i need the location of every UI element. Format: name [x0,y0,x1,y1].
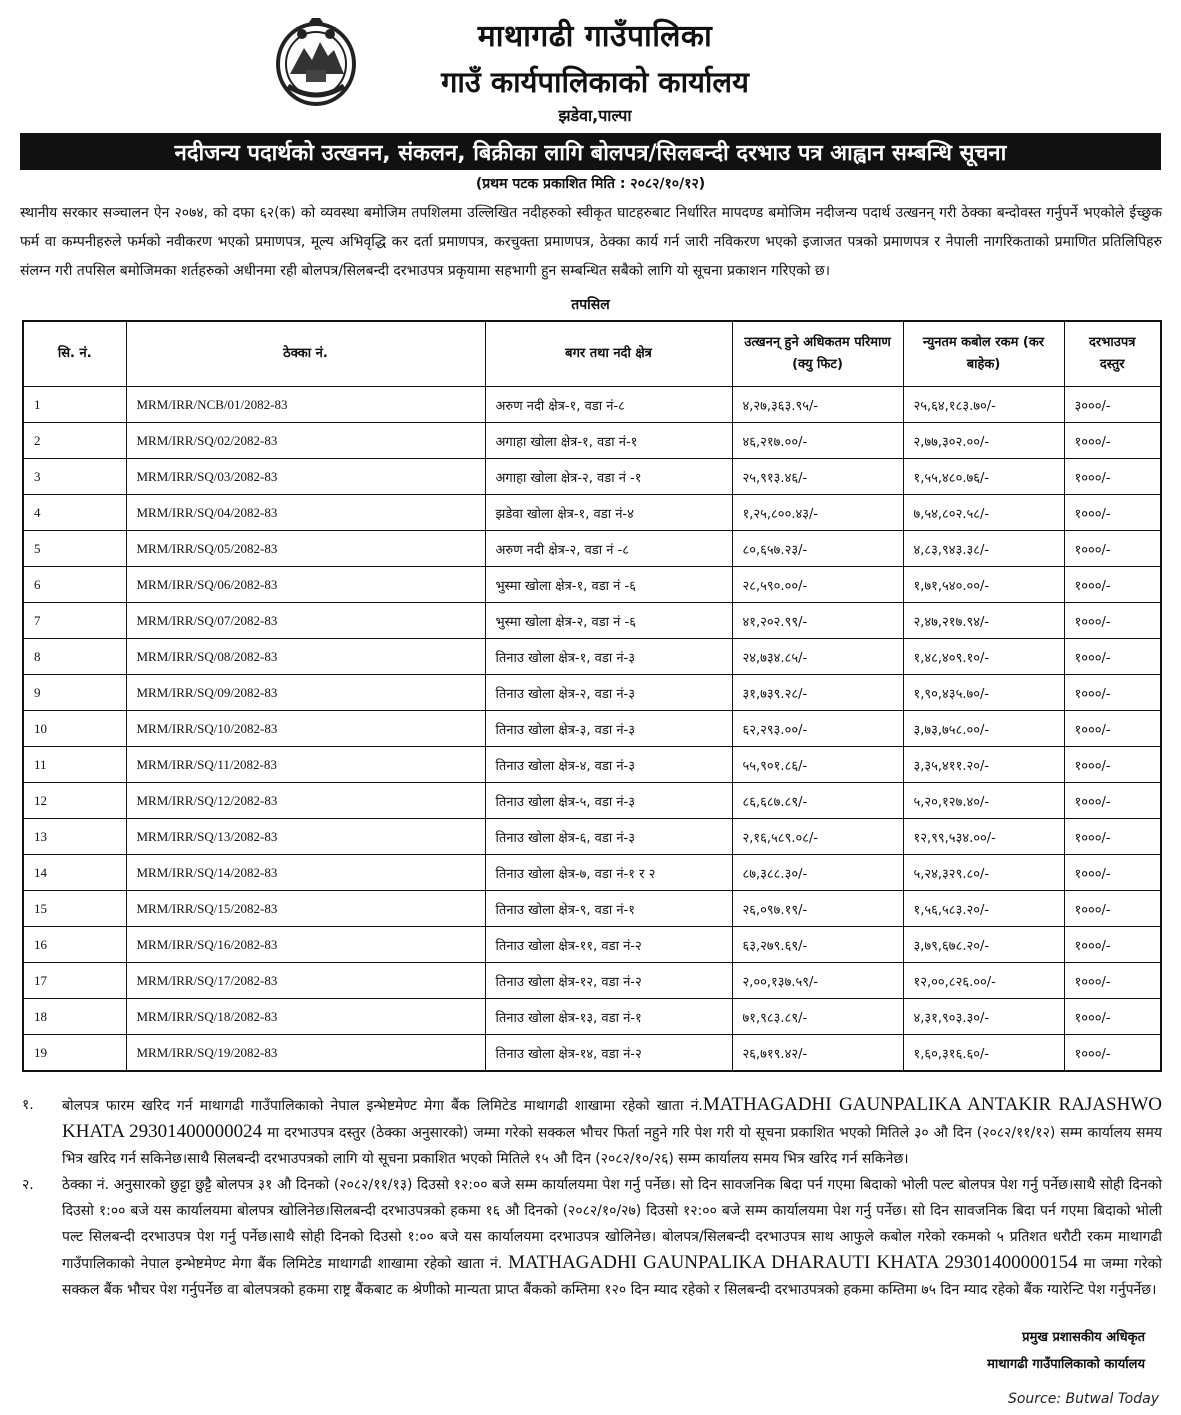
row-max-quantity: ८७,३८८.३०/- [732,855,903,891]
row-max-quantity: २५,९१३.४६/- [732,459,903,495]
row-contract-number: MRM/IRR/SQ/05/2082-83 [126,531,485,567]
row-contract-number: MRM/IRR/SQ/18/2082-83 [126,999,485,1035]
row-contract-number: MRM/IRR/SQ/16/2082-83 [126,927,485,963]
bank-account: MATHAGADHI GAUNPALIKA DHARAUTI KHATA 29301400000154 [508,1252,1078,1273]
row-bid-fee: १०००/- [1064,855,1161,891]
row-contract-number: MRM/IRR/SQ/19/2082-83 [126,1035,485,1072]
note-item [20,1092,1162,1172]
row-bid-fee: १०००/- [1064,963,1161,999]
table-row [23,459,1161,495]
row-max-quantity: ८६,६८७.८९/- [732,783,903,819]
header-bid-fee: दरभाउपत्र दस्तुर [1064,321,1161,387]
row-serial: 13 [23,819,126,855]
row-max-quantity: २८,५९०.००/- [732,567,903,603]
row-min-bid-amount: ५,२४,३२९.८०/- [903,855,1064,891]
row-serial: 10 [23,711,126,747]
table-row [23,639,1161,675]
row-serial: 15 [23,891,126,927]
row-river-area: अरुण नदी क्षेत्र-१, वडा नं-८ [485,387,732,423]
row-contract-number: MRM/IRR/SQ/17/2082-83 [126,963,485,999]
row-contract-number: MRM/IRR/SQ/08/2082-83 [126,639,485,675]
table-row [23,495,1161,531]
row-contract-number: MRM/IRR/SQ/03/2082-83 [126,459,485,495]
note-number: २. [22,1177,34,1193]
table-row [23,855,1161,891]
row-bid-fee: १०००/- [1064,639,1161,675]
row-bid-fee: १०००/- [1064,675,1161,711]
row-river-area: अगाहा खोला क्षेत्र-२, वडा नं -१ [485,459,732,495]
header-min-bid-amount: न्युनतम कबोल रकम (कर बाहेक) [903,321,1064,387]
intro-paragraph: स्थानीय सरकार सञ्चालन ऐन २०७४, को दफा ६२(क) को व्यवस्था बमोजिम तपशिलमा उल्लिखित नदीहरुको स्वीकृत घाटहरुबाट निर्धारित मापदण्ड बमोजिम नदीजन्य पदार्थ उत्खनन् गरी ठेक्का बन्दोवस्त गर्नुपर्ने भएकोले ईच्छुक फर्म वा कम्पनीहरुले फर्मको नवीकरण भएको प्रमाणपत्र, मूल्य अभिवृद्धि कर दर्ता प्रमाणपत्र, करचुक्ता प्रमाणपत्र, ठेक्का कार्य गर्न जारी नविकरण भएको इजाजत पत्रको प्रमाणपत्र र नेपाली नागरिकताको प्रमाणित प्रतिलिपिहरु संलग्न गरी तपसिल बमोजिमका शर्तहरुको अधीनमा रही बोलपत्र/सिलबन्दी दरभाउपत्र प्रकृयामा सहभागी हुन सम्बन्धित सबैको लागि यो सूचना प्रकाशन गरिएको छ। [20,205,1162,279]
note-text-part: मा जम्मा गरेको सक्कल बैंक भौचर पेश गर्नुपर्नेछ वा बोलपत्रको हकमा राष्ट्र बैंकबाट क श्रेणीको मान्यता प्राप्त बैंकको कम्तिमा १२० दिन म्याद रहेको र सिलबन्दी दरभाउपत्रको हकमा कम्तिमा ७५ दिन म्याद रहेको बैंक ग्यारेन्टि पेश गर्नुपर्नेछ। [62,1256,1162,1298]
row-min-bid-amount: ७,५४,८०२.५८/- [903,495,1064,531]
row-max-quantity: ६२,२९३.००/- [732,711,903,747]
row-min-bid-amount: २,४७,२१७.९४/- [903,603,1064,639]
row-serial: 12 [23,783,126,819]
row-max-quantity: २,००,१३७.५९/- [732,963,903,999]
row-bid-fee: ३०००/- [1064,387,1161,423]
row-min-bid-amount: २,७७,३०२.००/- [903,423,1064,459]
row-min-bid-amount: १,४८,४०९.१०/- [903,639,1064,675]
table-row [23,423,1161,459]
header-max-quantity: उत्खनन् हुने अधिकतम परिमाण (क्यु फिट) [732,321,903,387]
table-row [23,387,1161,423]
row-serial: 16 [23,927,126,963]
header-river-area: बगर तथा नदी क्षेत्र [485,321,732,387]
notes-section [20,1092,1162,1303]
row-min-bid-amount: १,५५,४८०.७६/- [903,459,1064,495]
notice-title: नदीजन्य पदार्थको उत्खनन, संकलन, बिक्रीका लागि बोलपत्र/सिलबन्दी दरभाउ पत्र आह्वान सम्बन्धि सूचना [174,140,1007,166]
row-serial: 6 [23,567,126,603]
table-row [23,927,1161,963]
row-river-area: तिनाउ खोला क्षेत्र-२, वडा नं-३ [485,675,732,711]
row-bid-fee: १०००/- [1064,711,1161,747]
table-row [23,603,1161,639]
row-bid-fee: १०००/- [1064,603,1161,639]
row-bid-fee: १०००/- [1064,927,1161,963]
signature-office: माथागढी गाउँपालिकाको कार्यालय [987,1357,1145,1372]
row-contract-number: MRM/IRR/SQ/11/2082-83 [126,747,485,783]
office-name: गाउँ कार्यपालिकाको कार्यालय [441,65,749,99]
table-row [23,567,1161,603]
row-river-area: भुस्मा खोला क्षेत्र-२, वडा नं -६ [485,603,732,639]
row-max-quantity: २६,०९७.१९/- [732,891,903,927]
table-row [23,963,1161,999]
row-contract-number: MRM/IRR/SQ/12/2082-83 [126,783,485,819]
row-min-bid-amount: ३,७३,७५८.००/- [903,711,1064,747]
note-text [62,1092,1162,1172]
table-row [23,675,1161,711]
row-min-bid-amount: १,६०,३१६.६०/- [903,1035,1064,1072]
row-max-quantity: ५५,९०१.८६/- [732,747,903,783]
table-row [23,711,1161,747]
row-river-area: तिनाउ खोला क्षेत्र-९, वडा नं-१ [485,891,732,927]
row-max-quantity: ८०,६५७.२३/- [732,531,903,567]
note-text-part: बोलपत्र फारम खरिद गर्न माथागढी गाउँपालिकाको नेपाल इन्भेष्टमेण्ट मेगा बैंक लिमिटेड माथागढी शाखामा रहेको खाता नं. [62,1098,703,1114]
notice-title-banner [20,133,1161,170]
row-river-area: तिनाउ खोला क्षेत्र-६, वडा नं-३ [485,819,732,855]
schedule-label: तपसिल [571,297,610,313]
published-date: (प्रथम पटक प्रकाशित मिति : २०८२/१०/१२) [475,176,706,192]
note-item [20,1172,1162,1303]
office-location: झडेवा,पाल्पा [558,106,632,125]
row-max-quantity: २६,७१९.४२/- [732,1035,903,1072]
row-max-quantity: ३१,७३९.२८/- [732,675,903,711]
row-max-quantity: ४६,२१७.००/- [732,423,903,459]
row-min-bid-amount: १२,००,८२६.००/- [903,963,1064,999]
row-min-bid-amount: ३,७९,६७८.२०/- [903,927,1064,963]
note-text [62,1172,1162,1303]
row-river-area: अगाहा खोला क्षेत्र-१, वडा नं-१ [485,423,732,459]
row-min-bid-amount: ४,८३,९४३.३८/- [903,531,1064,567]
row-contract-number: MRM/IRR/SQ/10/2082-83 [126,711,485,747]
row-contract-number: MRM/IRR/SQ/13/2082-83 [126,819,485,855]
table-row [23,1035,1161,1072]
table-row [23,531,1161,567]
row-serial: 1 [23,387,126,423]
row-river-area: तिनाउ खोला क्षेत्र-१३, वडा नं-१ [485,999,732,1035]
bank-account: MATHAGADHI GAUNPALIKA ANTAKIR RAJASHWO KHATA 29301400000024 [62,1094,1162,1142]
row-min-bid-amount: ५,२०,१२७.४०/- [903,783,1064,819]
note-number: १. [22,1097,34,1113]
signature-designation: प्रमुख प्रशासकीय अधिकृत [1022,1330,1145,1345]
row-river-area: भुस्मा खोला क्षेत्र-१, वडा नं -६ [485,567,732,603]
table-row [23,747,1161,783]
row-min-bid-amount: २५,६४,१८३.७०/- [903,387,1064,423]
header-serial: सि. नं. [23,321,126,387]
row-max-quantity: १,२५,८००.४३/- [732,495,903,531]
row-contract-number: MRM/IRR/SQ/06/2082-83 [126,567,485,603]
row-min-bid-amount: १,७१,५४०.००/- [903,567,1064,603]
row-serial: 3 [23,459,126,495]
row-bid-fee: १०००/- [1064,423,1161,459]
row-bid-fee: १०००/- [1064,891,1161,927]
row-serial: 8 [23,639,126,675]
row-contract-number: MRM/IRR/SQ/04/2082-83 [126,495,485,531]
row-bid-fee: १०००/- [1064,567,1161,603]
source-credit: Source: Butwal Today [1007,1391,1159,1407]
nepal-emblem-icon [268,12,364,112]
row-min-bid-amount: ४,३१,९०३.३०/- [903,999,1064,1035]
row-river-area: तिनाउ खोला क्षेत्र-३, वडा नं-३ [485,711,732,747]
table-row [23,891,1161,927]
row-river-area: अरुण नदी क्षेत्र-२, वडा नं -८ [485,531,732,567]
header-contract-number: ठेक्का नं. [126,321,485,387]
row-contract-number: MRM/IRR/SQ/14/2082-83 [126,855,485,891]
row-contract-number: MRM/IRR/SQ/02/2082-83 [126,423,485,459]
row-serial: 17 [23,963,126,999]
row-max-quantity: ४१,२०२.९९/- [732,603,903,639]
row-serial: 19 [23,1035,126,1072]
row-serial: 4 [23,495,126,531]
municipality-name: माथागढी गाउँपालिका [477,19,713,54]
row-bid-fee: १०००/- [1064,459,1161,495]
row-serial: 2 [23,423,126,459]
row-bid-fee: १०००/- [1064,531,1161,567]
note-text-part: मा दरभाउपत्र दस्तुर (ठेक्का अनुसारको) जम्मा गरेको सक्कल भौचर फिर्ता नहुने गरि पेश गरी यो सूचना प्रकाशित भएको मितिले ३० औ दिन (२०८२/११/१२) सम्म कार्यालय समय भित्र खरिद गर्न सकिनेछ।साथै सिलबन्दी दरभाउपत्रको लागि यो सूचना प्रकाशित भएको मितिले १५ औ दिन (२०८२/१०/२६) सम्म कार्यालय समय भित्र खरिद गर्न सकिनेछ। [62,1125,1163,1167]
row-bid-fee: १०००/- [1064,495,1161,531]
row-contract-number: MRM/IRR/SQ/09/2082-83 [126,675,485,711]
row-contract-number: MRM/IRR/NCB/01/2082-83 [126,387,485,423]
row-serial: 7 [23,603,126,639]
table-row [23,999,1161,1035]
row-bid-fee: १०००/- [1064,819,1161,855]
table-row [23,783,1161,819]
row-max-quantity: ७१,९८३.८९/- [732,999,903,1035]
row-max-quantity: २,१६,५८९.०८/- [732,819,903,855]
notice-header [0,0,1181,130]
row-serial: 5 [23,531,126,567]
row-river-area: तिनाउ खोला क्षेत्र-१२, वडा नं-२ [485,963,732,999]
row-serial: 18 [23,999,126,1035]
row-bid-fee: १०००/- [1064,747,1161,783]
row-min-bid-amount: ३,३५,४११.२०/- [903,747,1064,783]
row-river-area: तिनाउ खोला क्षेत्र-५, वडा नं-३ [485,783,732,819]
row-river-area: तिनाउ खोला क्षेत्र-१४, वडा नं-२ [485,1035,732,1072]
table-row [23,819,1161,855]
row-min-bid-amount: १,९०,४३५.७०/- [903,675,1064,711]
row-min-bid-amount: १,५६,५८३.२०/- [903,891,1064,927]
row-river-area: झडेवा खोला क्षेत्र-१, वडा नं-४ [485,495,732,531]
row-river-area: तिनाउ खोला क्षेत्र-१, वडा नं-३ [485,639,732,675]
row-contract-number: MRM/IRR/SQ/15/2082-83 [126,891,485,927]
row-min-bid-amount: १२,९९,५३४.००/- [903,819,1064,855]
contract-table [22,320,1162,1072]
row-serial: 14 [23,855,126,891]
row-serial: 11 [23,747,126,783]
row-river-area: तिनाउ खोला क्षेत्र-४, वडा नं-३ [485,747,732,783]
row-bid-fee: १०००/- [1064,999,1161,1035]
row-bid-fee: १०००/- [1064,1035,1161,1072]
row-river-area: तिनाउ खोला क्षेत्र-७, वडा नं-१ र २ [485,855,732,891]
table-header-row [23,321,1161,387]
row-max-quantity: ६३,२७९.६९/- [732,927,903,963]
row-serial: 9 [23,675,126,711]
row-max-quantity: ४,२७,३६३.९५/- [732,387,903,423]
note-text-part: ठेक्का नं. अनुसारको छुट्टा छुट्टै बोलपत्र ३१ औ दिनको (२०८२/११/१३) दिउसो १२:०० बजे सम्म कार्यालयमा पेश गर्नु पर्नेछ। सो दिन सावजनिक बिदा पर्न गएमा बिदाको भोली पल्ट बोलपत्र पेश गर्नु पर्नेछ।साथै सोही दिनको दिउसो १:०० बजे यस कार्यालयमा बोलपत्र खोलिनेछ।सिलबन्दी दरभाउपत्रको हकमा १६ औ दिनको (२०८२/१०/२७) दिउसो १२:०० बजे सम्म कार्यालयमा पेश गर्नु पर्नेछ। सो दिन सावजनिक बिदा पर्न गएमा बिदाको भोली पल्ट सिलबन्दी दरभाउपत्र पेश गर्नु पर्नेछ।साथै सोही दिनको दिउसो १:०० बजे यस कार्यालयमा दरभाउपत्र खोलिनेछ। बोलपत्र/सिलबन्दी दरभाउपत्र साथ आफुले कबोल गरेको रकमको ५ प्रतिशत धरौटी रकम माथागढी गाउँपालिकाको नेपाल इन्भेष्टमेण्ट मेगा बैंक लिमिटेड माथागढी शाखामा रहेको खाता नं. [62,1177,1162,1272]
row-contract-number: MRM/IRR/SQ/07/2082-83 [126,603,485,639]
row-max-quantity: २४,७३४.८५/- [732,639,903,675]
row-river-area: तिनाउ खोला क्षेत्र-११, वडा नं-२ [485,927,732,963]
row-bid-fee: १०००/- [1064,783,1161,819]
